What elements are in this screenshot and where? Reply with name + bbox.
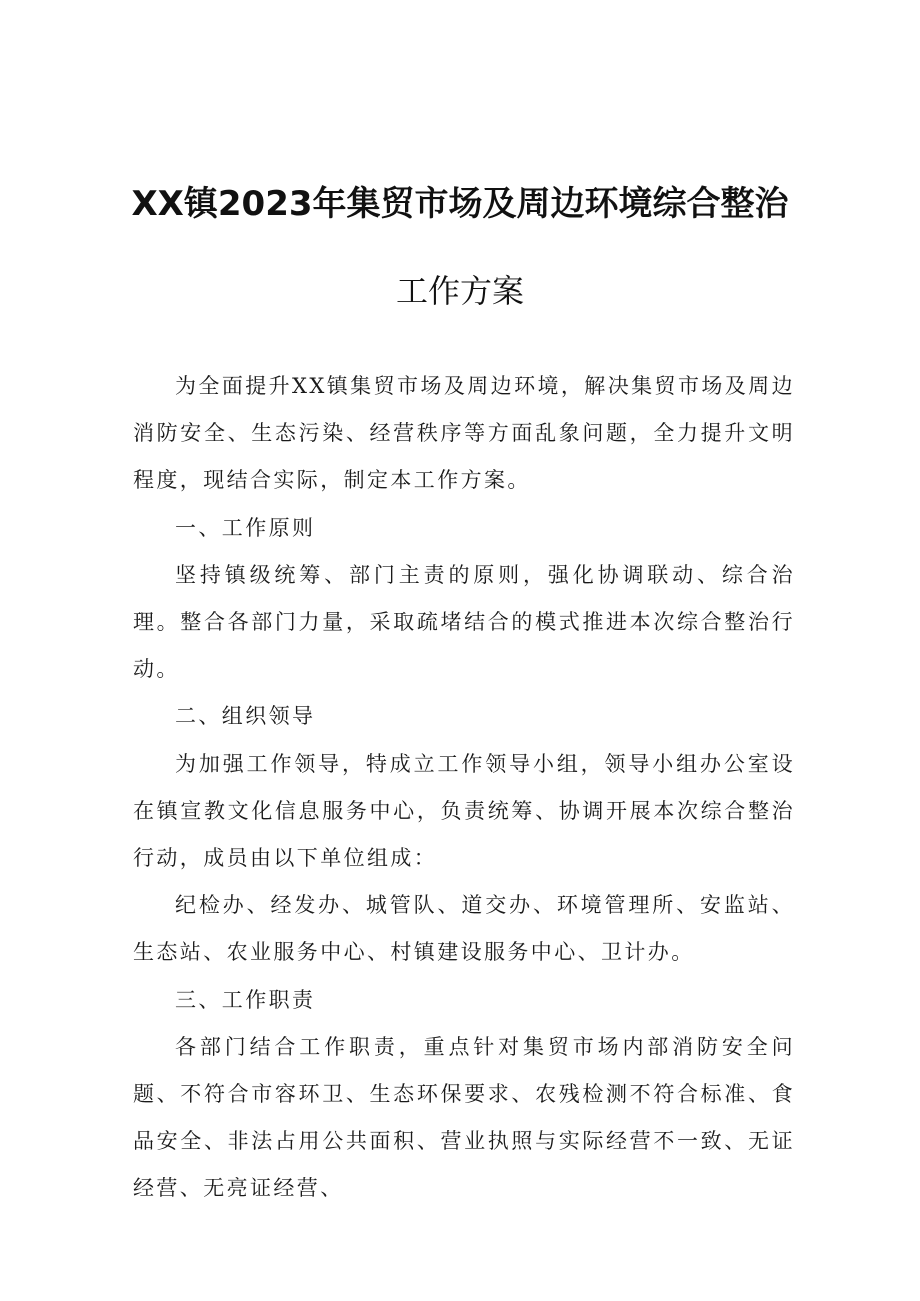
section2-paragraph: 为加强工作领导，特成立工作领导小组，领导小组办公室设在镇宣教文化信息服务中心，负责统筹、协调开展本次综合整治行动，成员由以下单位组成：: [133, 751, 795, 871]
intro-paragraph: 为全面提升XX镇集贸市场及周边环境，解决集贸市场及周边消防安全、生态污染、经营秩序等方面乱象问题，全力提升文明程度，现结合实际，制定本工作方案。: [133, 374, 795, 493]
document-title-line1: XX镇2023年集贸市场及周边环境综合整治: [131, 184, 789, 224]
section3-heading: 三、工作职责: [175, 987, 316, 1012]
document-body: [133, 363, 795, 1213]
section1-heading: 一、工作原则: [175, 515, 316, 540]
section3-paragraph: 各部门结合工作职责，重点针对集贸市场内部消防安全问题、不符合市容环卫、生态环保要求、农残检测不符合标准、食品安全、非法占用公共面积、营业执照与实际经营不一致、无证经营、无亮证经营、: [133, 1034, 795, 1201]
document-title-line2: 工作方案: [395, 272, 524, 310]
section2-members-paragraph: 纪检办、经发办、城管队、道交办、环境管理所、安监站、生态站、农业服务中心、村镇建设服务中心、卫计办。: [133, 893, 795, 965]
section1-paragraph: 坚持镇级统筹、部门主责的原则，强化协调联动、综合治理。整合各部门力量，采取疏堵结合的模式推进本次综合整治行动。: [133, 562, 795, 682]
section2-heading: 二、组织领导: [175, 704, 316, 729]
